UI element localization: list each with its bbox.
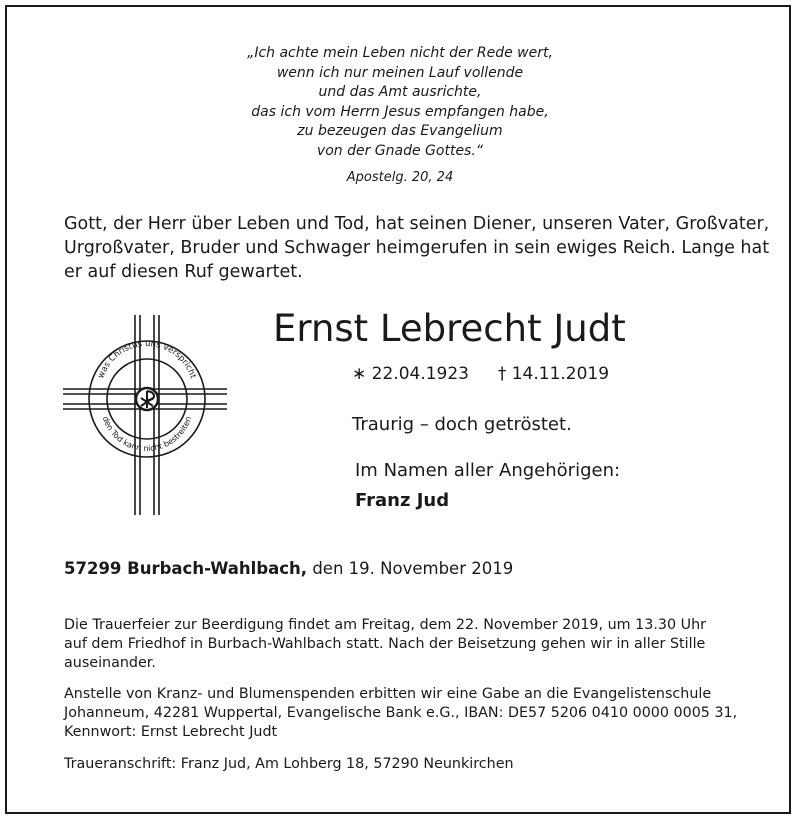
funeral-line: Die Trauerfeier zur Beerdigung findet am Freitag, dem 22. November 2019, um 13.30 Uhr <box>64 617 707 633</box>
mourning-address <box>64 755 764 774</box>
quote-line: wenn ich nur meinen Lauf vollende <box>276 64 524 81</box>
funeral-line: auf dem Friedhof in Burbach-Wahlbach statt. Nach der Beisetzung gehen wir in aller Stille <box>64 636 706 652</box>
address-line: Traueranschrift: Franz Jud, Am Lohberg 18, 57290 Neunkirchen <box>64 756 514 772</box>
signer-name: Franz Jud <box>355 490 450 511</box>
motto: Traurig – doch getröstet. <box>352 414 572 435</box>
location-date <box>64 559 513 578</box>
death-date: 14.11.2019 <box>511 364 610 384</box>
location-place: 57299 Burbach-Wahlbach, <box>64 559 308 578</box>
quote-line: das ich vom Herrn Jesus empfangen habe, <box>251 103 549 120</box>
intro-text <box>64 212 770 284</box>
donation-line: Anstelle von Kranz- und Blumenspenden erbitten wir eine Gabe an die Evangelistenschule <box>64 686 712 702</box>
cross-emblem-icon <box>60 312 230 518</box>
quote-source: Apostelg. 20, 24 <box>346 170 454 185</box>
donation-line: Johanneum, 42281 Wuppertal, Evangelische Bank e.G., IBAN: DE57 5206 0410 0000 0005 31, <box>64 705 738 721</box>
birth-date: 22.04.1923 <box>371 364 469 384</box>
family-line: Im Namen aller Angehörigen: <box>355 460 621 481</box>
donation-line: Kennwort: Ernst Lebrecht Judt <box>64 724 278 740</box>
quote-line: zu bezeugen das Evangelium <box>297 123 503 139</box>
location-date-text: den 19. November 2019 <box>312 559 514 578</box>
quote-line: „Ich achte mein Leben nicht der Rede wert, <box>247 45 553 61</box>
intro-line: Gott, der Herr über Leben und Tod, hat seinen Diener, unseren Vater, Großvater, <box>64 214 770 234</box>
emblem-ring-bottom: den Tod kann nicht bestreiten <box>100 415 194 454</box>
funeral-line: auseinander. <box>64 655 156 671</box>
quote-line: von der Gnade Gottes.“ <box>316 142 484 159</box>
quote-line: und das Amt ausrichte, <box>318 84 482 100</box>
donation-info <box>64 685 764 742</box>
death-cross-icon: † <box>497 364 507 384</box>
life-dates <box>352 364 609 384</box>
emblem-ring-top: was Christus uns verspricht <box>96 338 198 380</box>
deceased-name: Ernst Lebrecht Judt <box>273 307 626 350</box>
intro-line: Urgroßvater, Bruder und Schwager heimgerufen in sein ewiges Reich. Lange hat <box>64 238 770 258</box>
birth-star-icon: ∗ <box>352 364 367 384</box>
funeral-info <box>64 616 764 673</box>
bible-quote <box>0 44 800 161</box>
intro-line: er auf diesen Ruf gewartet. <box>64 262 303 282</box>
